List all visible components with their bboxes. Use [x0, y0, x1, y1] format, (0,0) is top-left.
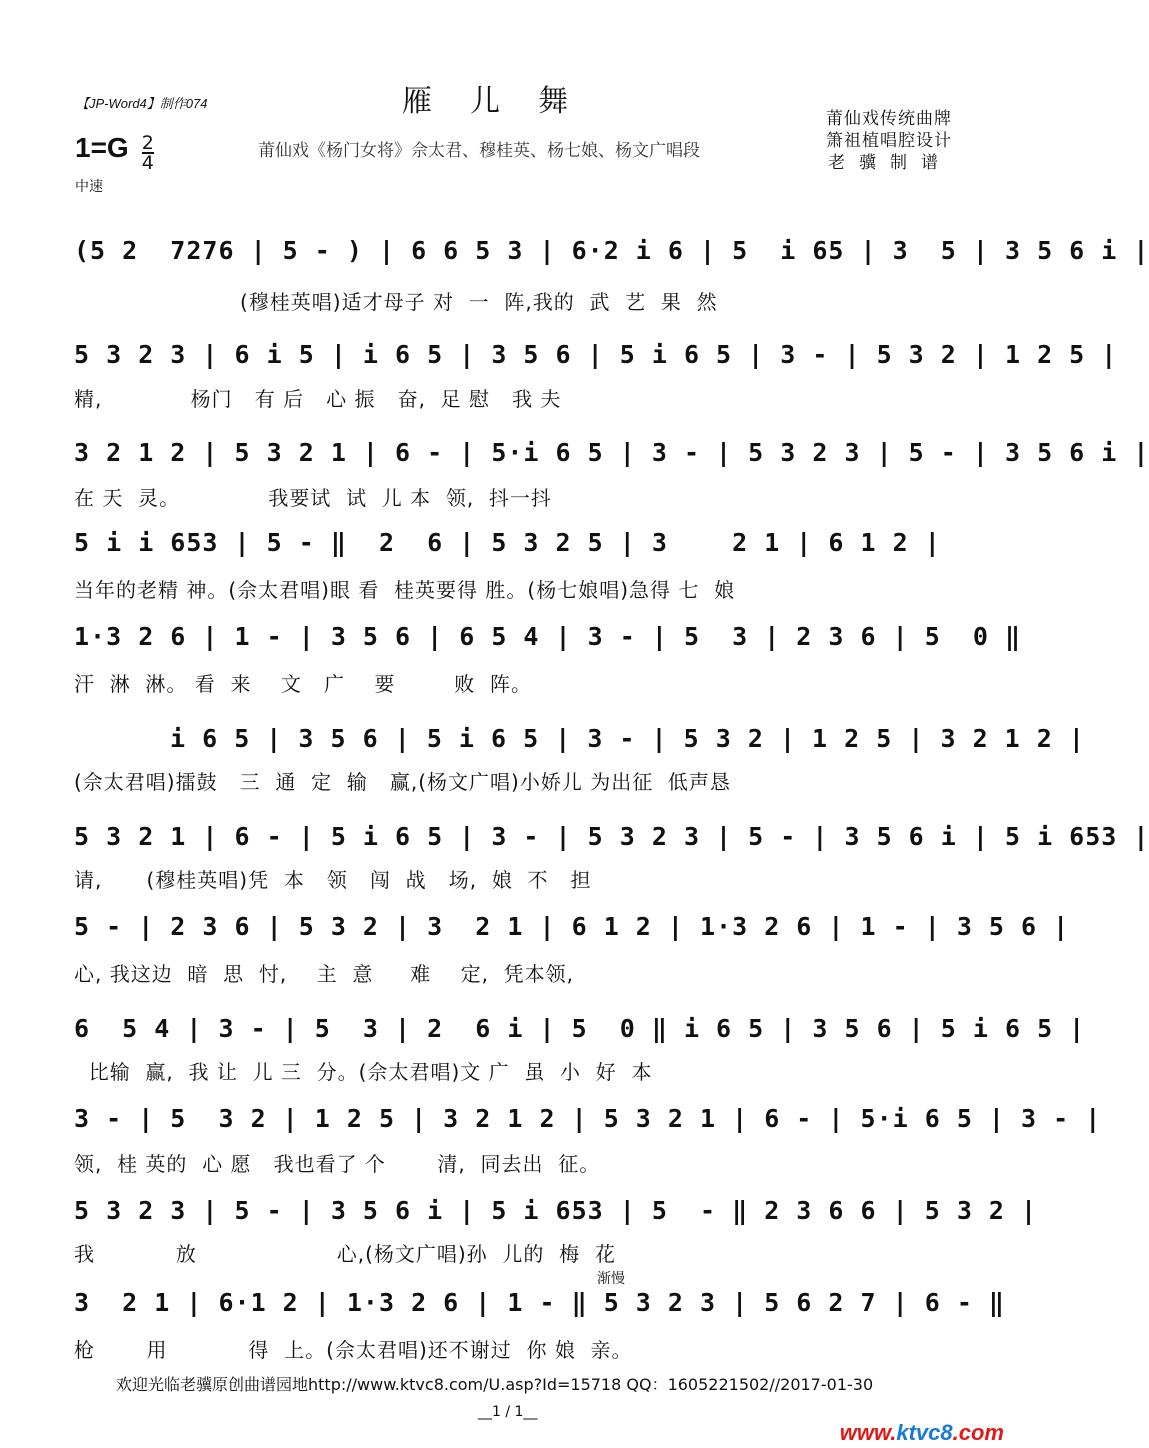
notes-row-6: i 6 5 | 3 5 6 | 5 i 6 5 | 3 - | 5 3 2 | 1 2 5 | 3 2 1 2 | [170, 724, 1085, 753]
lyrics-row-12: 枪 用 得 上。(佘太君唱)还不谢过 你 娘 亲。 [74, 1338, 633, 1362]
key-label: 1=G [75, 132, 129, 163]
lyrics-row-11: 我 放 心,(杨文广唱)孙 儿的 梅 花 [74, 1242, 616, 1266]
time-bottom: 4 [141, 151, 154, 174]
notes-row-4: 5 i i 653 | 5 - ‖ 2 6 | 5 3 2 5 | 3 2 1 | 6 1 2 | [74, 528, 941, 557]
notes-row-7: 5 3 2 1 | 6 - | 5 i 6 5 | 3 - | 5 3 2 3 | 5 - | 3 5 6 i | 5 i 653 | [74, 822, 1149, 851]
tempo-mark: 渐慢 [597, 1271, 625, 1287]
maker-note: 【JP-Word4】制作074 [76, 96, 208, 111]
lyrics-row-1: (穆桂英唱)适才母子 对 一 阵,我的 武 艺 果 然 [240, 290, 718, 314]
watermark [840, 1420, 1004, 1446]
notes-row-1: (5 2 7276 | 5 - ) | 6 6 5 3 | 6·2 i 6 | 5 i 65 | 3 5 | 3 5 6 i | [74, 236, 1149, 265]
lyrics-row-10: 领, 桂 英的 心 愿 我也看了 个 清, 同去出 征。 [74, 1152, 601, 1176]
watermark-c: .com [952, 1420, 1004, 1445]
credit-line: 老骥制谱 [828, 153, 952, 173]
notes-row-5: 1·3 2 6 | 1 - | 3 5 6 | 6 5 4 | 3 - | 5 3 | 2 3 6 | 5 0 ‖ [74, 622, 1022, 651]
page-title: 雁儿舞 [402, 84, 606, 119]
watermark-a: www. [839, 1420, 897, 1445]
notes-row-2: 5 3 2 3 | 6 i 5 | i 6 5 | 3 5 6 | 5 i 6 5 | 3 - | 5 3 2 | 1 2 5 | [74, 340, 1118, 369]
time-signature [141, 131, 154, 174]
notes-row-11: 5 3 2 3 | 5 - | 3 5 6 i | 5 i 653 | 5 - ‖ 2 3 6 6 | 5 3 2 | [74, 1196, 1038, 1225]
subtitle: 莆仙戏《杨门女将》佘太君、穆桂英、杨七娘、杨文广唱段 [258, 141, 700, 161]
watermark-b: ktvc8 [896, 1420, 953, 1445]
page-number: __1 / 1__ [478, 1404, 538, 1420]
lyrics-row-7: 请, (穆桂英唱)凭 本 领 闯 战 场, 娘 不 担 [74, 868, 592, 892]
credit-line: 莆仙戏传统曲牌 [826, 109, 952, 129]
credits [826, 108, 952, 174]
lyrics-row-3: 在 天 灵。 我要试 试 儿 本 领, 抖一抖 [74, 486, 552, 510]
footer-welcome: 欢迎光临老骥原创曲谱园地http://www.ktvc8.com/U.asp?Id=15718 QQ：1605221502//2017-01-30 [116, 1375, 874, 1394]
lyrics-row-4: 当年的老精 神。(佘太君唱)眼 看 桂英要得 胜。(杨七娘唱)急得 七 娘 [74, 578, 736, 602]
notes-row-8: 5 - | 2 3 6 | 5 3 2 | 3 2 1 | 6 1 2 | 1·3 2 6 | 1 - | 3 5 6 | [74, 912, 1070, 941]
key-signature [75, 132, 154, 172]
lyrics-row-6: (佘太君唱)擂鼓 三 通 定 输 赢,(杨文广唱)小娇儿 为出征 低声恳 [74, 770, 731, 794]
notes-row-10: 3 - | 5 3 2 | 1 2 5 | 3 2 1 2 | 5 3 2 1 | 6 - | 5·i 6 5 | 3 - | [74, 1104, 1102, 1133]
time-top: 2 [141, 131, 154, 154]
notes-row-12: 3 2 1 | 6·1 2 | 1·3 2 6 | 1 - ‖ 5 3 2 3 | 5 6 2 7 | 6 - ‖ [74, 1288, 1005, 1317]
tempo-label: 中速 [75, 179, 103, 195]
lyrics-row-9: 比输 赢, 我 让 儿 三 分。(佘太君唱)文 广 虽 小 好 本 [74, 1060, 653, 1084]
lyrics-row-2: 精, 杨门 有 后 心 振 奋, 足 慰 我 夫 [74, 387, 562, 411]
notes-row-9: 6 5 4 | 3 - | 5 3 | 2 6 i | 5 0 ‖ i 6 5 | 3 5 6 | 5 i 6 5 | [74, 1014, 1086, 1043]
credit-line: 箫祖植唱腔设计 [826, 131, 952, 151]
notes-row-3: 3 2 1 2 | 5 3 2 1 | 6 - | 5·i 6 5 | 3 - | 5 3 2 3 | 5 - | 3 5 6 i | [74, 438, 1149, 467]
lyrics-row-8: 心, 我这边 暗 思 忖, 主 意 难 定, 凭本领, [74, 962, 575, 986]
lyrics-row-5: 汗 淋 淋。 看 来 文 广 要 败 阵。 [74, 672, 533, 696]
